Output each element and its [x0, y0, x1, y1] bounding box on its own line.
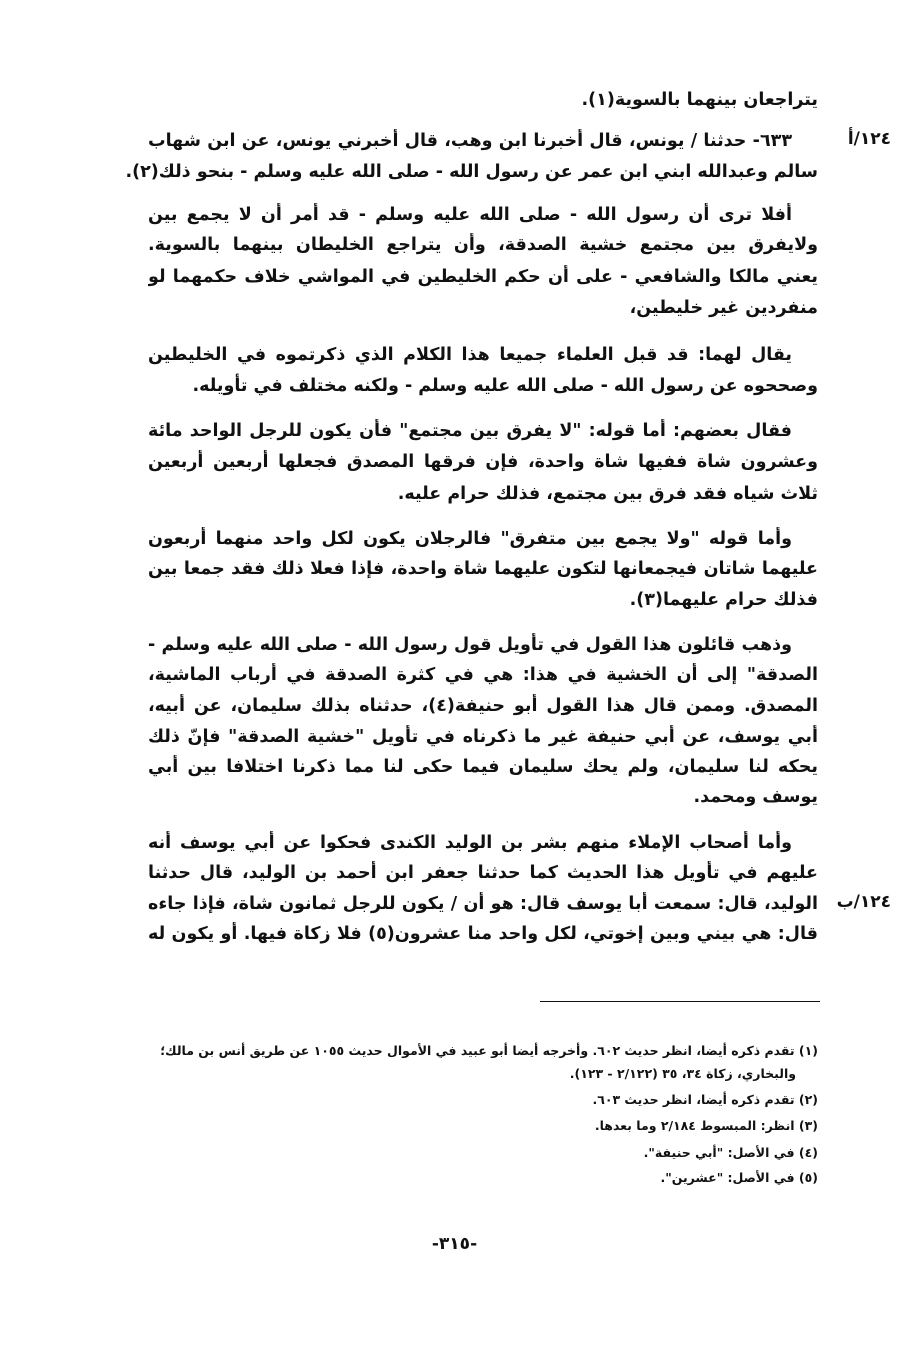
text-line: أفلا ترى أن رسول الله - صلى الله عليه وسلم - قد أمر أن لا يجمع بين: [148, 205, 792, 225]
text-line: عليهم في تأويل هذا الحديث كما حدثنا جعفر ابن أحمد بن الوليد، قال حدثنا: [148, 863, 818, 883]
footnote: (١) تقدم ذكره أيضا، انظر حديث ٦٠٢. وأخرجه أيضا أبو عبيد في الأموال حديث ١٠٥٥ عن طريق أنس بن مالك؛: [160, 1043, 818, 1058]
text-line: يعني مالكا والشافعي - على أن حكم الخليطين في المواشي خلاف حكمهما لو: [148, 267, 818, 287]
text-line: سالم وعبدالله ابني ابن عمر عن رسول الله - صلى الله عليه وسلم - بنحو ذلك(٢).: [125, 162, 818, 182]
text-line: يتراجعان بينهما بالسوية(١).: [581, 90, 818, 110]
footnote: (٥) في الأصل: "عشرين".: [660, 1170, 818, 1185]
footnote: (٤) في الأصل: "أبي حنيفة".: [643, 1145, 818, 1160]
text-line: وعشرون شاة ففيها شاة واحدة، فإن فرقها المصدق فجعلها أربعين أربعين: [148, 452, 818, 472]
page-number: -٣١٥-: [431, 1234, 478, 1254]
text-line: وأما قوله "ولا يجمع بين متفرق" فالرجلان يكون لكل واحد منهما أربعون: [148, 529, 792, 549]
text-line: وصححوه عن رسول الله - صلى الله عليه وسلم - ولكنه مختلف في تأويله.: [192, 376, 818, 396]
text-line: ثلاث شياه فقد فرق بين مجتمع، فذلك حرام عليه.: [397, 484, 818, 504]
footnote-divider: [540, 1001, 820, 1002]
text-line: منفردين غير خليطين،: [629, 298, 818, 318]
folio-margin-note: ١٢٤/ب: [836, 892, 891, 912]
text-line: المصدق. وممن قال هذا القول أبو حنيفة(٤)، حدثناه بذلك سليمان، عن أبيه،: [148, 696, 818, 716]
text-line: ولايفرق بين مجتمع خشية الصدقة، وأن يتراجع الخليطان بينهما بالسوية.: [148, 235, 818, 255]
text-line: أبي يوسف، عن أبي حنيفة غير ما ذكرناه في تأويل "خشية الصدقة" فإنّ ذلك: [148, 727, 818, 747]
text-line: الصدقة" إلى أن الخشية في هذا: هي في كثرة الصدقة في أرباب الماشية،: [148, 665, 818, 685]
text-line: يوسف ومحمد.: [693, 787, 818, 807]
footnote: (٣) انظر: المبسوط ٢/١٨٤ وما بعدها.: [594, 1118, 818, 1133]
text-line: يقال لهما: قد قبل العلماء جميعا هذا الكلام الذي ذكرتموه في الخليطين: [148, 345, 792, 365]
folio-margin-note: ١٢٤/أ: [847, 129, 891, 149]
text-line: قال: هي بيني وبين إخوتي، لكل واحد منا عشرون(٥) فلا زكاة فيها. أو يكون له: [148, 924, 818, 944]
text-line: ٦٣٣- حدثنا / يونس، قال أخبرنا ابن وهب، قال أخبرني يونس، عن ابن شهاب: [148, 131, 792, 151]
text-line: فقال بعضهم: أما قوله: "لا يفرق بين مجتمع" فأن يكون للرجل الواحد مائة: [148, 421, 792, 441]
text-line: يحكه لنا سليمان، ولم يحك سليمان فيما حكى لنا مما ذكرنا اختلافا بين أبي: [148, 757, 818, 777]
text-line: عليهما شاتان فيجمعانها لتكون عليهما شاة واحدة، فإذا فعلا ذلك فقد جمعا بين: [148, 559, 818, 579]
footnote: والبخاري، زكاة ٣٤، ٣٥ (٢/١٢٢ - ١٢٣).: [569, 1066, 796, 1081]
footnote: (٢) تقدم ذكره أيضا، انظر حديث ٦٠٣.: [592, 1092, 818, 1107]
text-line: وأما أصحاب الإملاء منهم بشر بن الوليد الكندى فحكوا عن أبي يوسف أنه: [148, 833, 792, 853]
text-line: وذهب قائلون هذا القول في تأويل قول رسول الله - صلى الله عليه وسلم -: [148, 635, 792, 655]
text-line: الوليد، قال: سمعت أبا يوسف قال: هو أن / يكون للرجل ثمانون شاة، فإذا جاءه: [148, 894, 818, 914]
text-line: فذلك حرام عليهما(٣).: [629, 590, 818, 610]
